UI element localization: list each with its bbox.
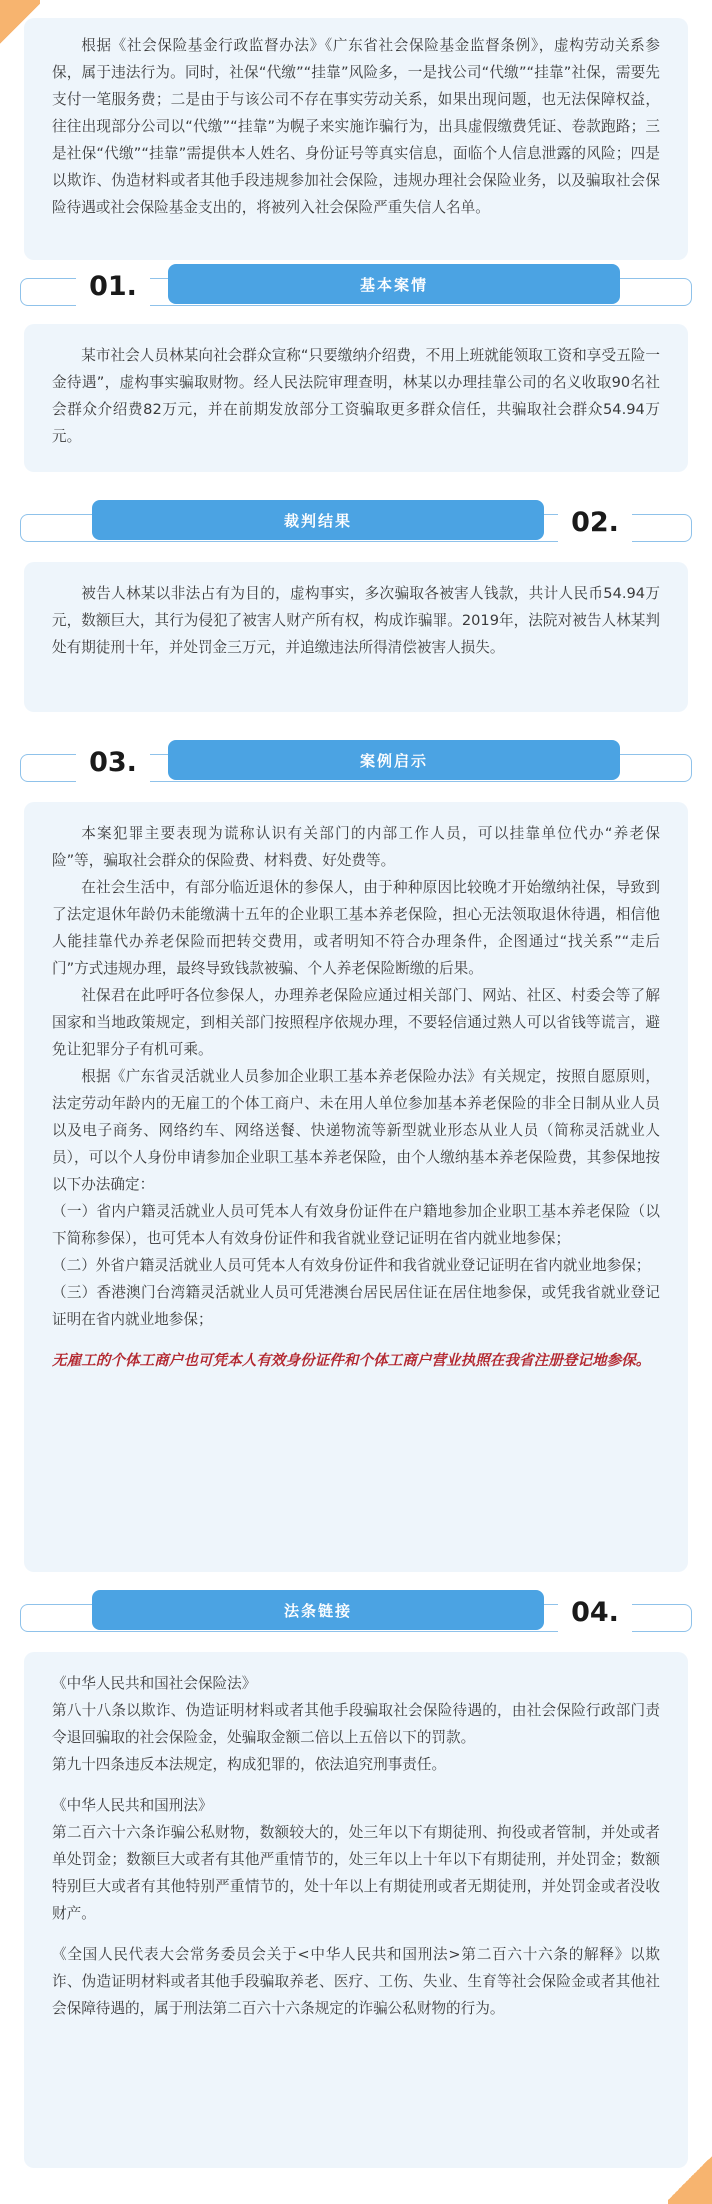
basic-case-card	[24, 324, 688, 472]
basic-case-text: 某市社会人员林某向社会群众宣称“只要缴纳介绍费，不用上班就能领取工资和享受五险一金待遇”，虚构事实骗取财物。经人民法院审理查明，林某以办理挂靠公司的名义收取90名社会群众介绍费82万元，并在前期发放部分工资骗取更多群众信任，共骗取社会群众54.94万元。	[52, 347, 660, 445]
case-lessons-card	[24, 802, 688, 1572]
section-header-judgment	[20, 500, 692, 544]
law-article: 第八十八条以欺诈、伪造证明材料或者其他手段骗取社会保险待遇的，由社会保险行政部门责令退回骗取的社会保险金，处骗取金额二倍以上五倍以下的罚款。	[52, 1702, 660, 1746]
section-header-legal-links	[20, 1590, 692, 1634]
law-title: 《中华人民共和国刑法》	[52, 1797, 213, 1814]
section-title: 裁判结果	[92, 500, 544, 540]
section-number: 04.	[558, 1592, 632, 1632]
lesson-list-item: （三）香港澳门台湾籍灵活就业人员可凭港澳台居民居住证在居住地参保，或凭我省就业登记证明在省内就业地参保；	[52, 1284, 660, 1328]
section-title: 案例启示	[168, 740, 620, 780]
highlight-note: 无雇工的个体工商户也可凭本人有效身份证件和个体工商户营业执照在我省注册登记地参保。	[52, 1352, 651, 1369]
legal-links-card	[24, 1652, 688, 2168]
section-header-basic-case	[20, 264, 692, 308]
judgment-text: 被告人林某以非法占有为目的，虚构事实，多次骗取各被害人钱款，共计人民币54.94万元，数额巨大，其行为侵犯了被害人财产所有权，构成诈骗罪。2019年，法院对被告人林某判处有期徒刑十年，并处罚金三万元，并追缴违法所得清偿被害人损失。	[52, 585, 660, 656]
section-number: 03.	[76, 742, 150, 782]
lesson-paragraph: 社保君在此呼吁各位参保人，办理养老保险应通过相关部门、网站、社区、村委会等了解国家和当地政策规定，到相关部门按照程序依规办理，不要轻信通过熟人可以省钱等谎言，避免让犯罪分子有机可乘。	[52, 987, 660, 1058]
lesson-list-item: （二）外省户籍灵活就业人员可凭本人有效身份证件和我省就业登记证明在省内就业地参保；	[52, 1257, 651, 1274]
section-number: 01.	[76, 266, 150, 306]
law-article: 第九十四条违反本法规定，构成犯罪的，依法追究刑事责任。	[52, 1756, 447, 1773]
lesson-paragraph: 在社会生活中，有部分临近退休的参保人，由于种种原因比较晚才开始缴纳社保，导致到了法定退休年龄仍未能缴满十五年的企业职工基本养老保险，担心无法领取退休待遇，相信他人能挂靠代办养老保险而把转交费用，或者明知不符合办理条件，企图通过“找关系”“走后门”方式违规办理，最终导致钱款被骗、个人养老保险断缴的后果。	[52, 879, 660, 977]
intro-paragraph: 根据《社会保险基金行政监督办法》《广东省社会保险基金监督条例》，虚构劳动关系参保，属于违法行为。同时，社保“代缴”“挂靠”风险多，一是找公司“代缴”“挂靠”社保，需要先支付一笔服务费；二是由于与该公司不存在事实劳动关系，如果出现问题，也无法保障权益，往往出现部分公司以“代缴”“挂靠”为幌子来实施诈骗行为，出具虚假缴费凭证、卷款跑路；三是社保“代缴”“挂靠”需提供本人姓名、身份证号等真实信息，面临个人信息泄露的风险；四是以欺诈、伪造材料或者其他手段违规参加社会保险，违规办理社会保险业务，以及骗取社会保险待遇或社会保险基金支出的，将被列入社会保险严重失信人名单。	[52, 37, 660, 216]
section-title: 法条链接	[92, 1590, 544, 1630]
lesson-list-item: （一）省内户籍灵活就业人员可凭本人有效身份证件在户籍地参加企业职工基本养老保险（以下简称参保），也可凭本人有效身份证件和我省就业登记证明在省内就业地参保；	[52, 1203, 660, 1247]
law-article: 《全国人民代表大会常务委员会关于<中华人民共和国刑法>第二百六十六条的解释》以欺诈、伪造证明材料或者其他手段骗取养老、医疗、工伤、失业、生育等社会保险金或者其他社会保障待遇的，属于刑法第二百六十六条规定的诈骗公私财物的行为。	[52, 1946, 660, 2017]
section-header-case-lessons	[20, 740, 692, 784]
judgment-card	[24, 562, 688, 712]
law-title: 《中华人民共和国社会保险法》	[52, 1675, 257, 1692]
intro-card	[24, 18, 688, 260]
law-article: 第二百六十六条诈骗公私财物，数额较大的，处三年以下有期徒刑、拘役或者管制，并处或者单处罚金；数额巨大或者有其他严重情节的，处三年以上十年以下有期徒刑，并处罚金；数额特别巨大或者有其他特别严重情节的，处十年以上有期徒刑或者无期徒刑，并处罚金或者没收财产。	[52, 1824, 660, 1922]
lesson-paragraph: 本案犯罪主要表现为谎称认识有关部门的内部工作人员，可以挂靠单位代办“养老保险”等，骗取社会群众的保险费、材料费、好处费等。	[52, 825, 660, 869]
lesson-paragraph: 根据《广东省灵活就业人员参加企业职工基本养老保险办法》有关规定，按照自愿原则，法定劳动年龄内的无雇工的个体工商户、未在用人单位参加基本养老保险的非全日制从业人员以及电子商务、网络约车、网络送餐、快递物流等新型就业形态从业人员（简称灵活就业人员），可以个人身份申请参加企业职工基本养老保险，由个人缴纳基本养老保险费，其参保地按以下办法确定：	[52, 1068, 660, 1193]
section-title: 基本案情	[168, 264, 620, 304]
section-number: 02.	[558, 502, 632, 542]
